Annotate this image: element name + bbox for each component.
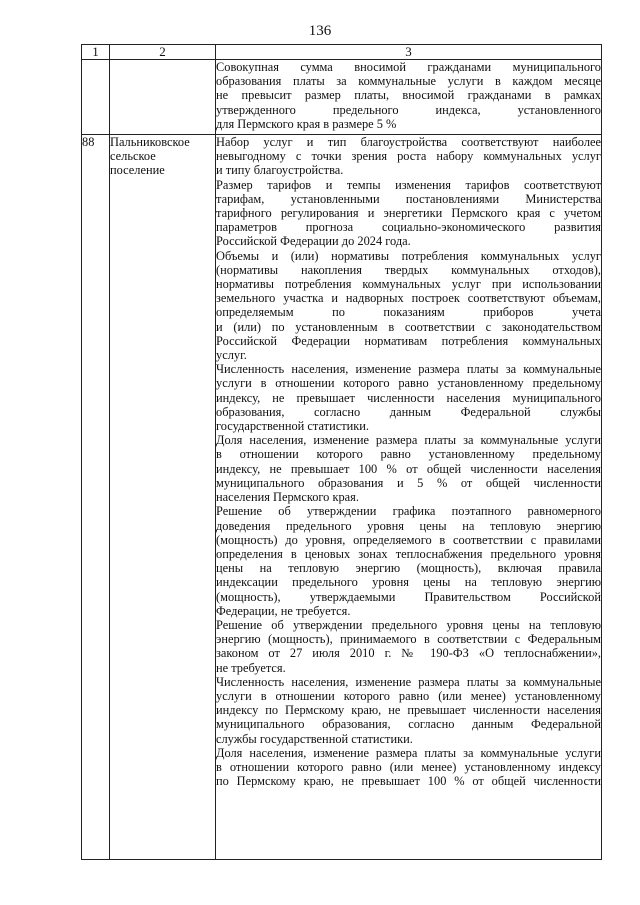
column-header: 3 <box>216 45 602 60</box>
text-line: и типу благоустройства. <box>216 163 344 178</box>
text-line: для Пермского края в размере 5 % <box>216 116 397 131</box>
continuation-row <box>82 60 602 135</box>
text-line: муниципального образования и 5 % от общей численности <box>216 475 601 490</box>
condition-paragraph <box>216 362 601 433</box>
text-line: законом от 27 июля 2010 г. № 190-ФЗ «О теплоснабжении», <box>216 646 601 661</box>
text-line: государственной статистики. <box>216 419 369 434</box>
text-line: энергию (мощность), принимаемого в соответствии с Федеральным <box>216 632 601 647</box>
text-line: услуги в отношении которого равно (или менее) установленному <box>216 688 601 703</box>
text-line: невыгодному с точки зрения роста набору коммунальных услуг <box>216 149 601 164</box>
settlement-name-line: поселение <box>110 163 165 178</box>
condition-paragraph <box>216 178 601 249</box>
regulation-table <box>81 44 602 860</box>
continuation-cell <box>216 60 602 135</box>
condition-paragraph <box>216 433 601 504</box>
text-line: индексу, не превышает численности населения муниципального <box>216 390 601 405</box>
text-line: Численность населения, изменение размера платы за коммунальные <box>216 362 601 377</box>
text-line: и (или) по установленным в соответствии с законодательством <box>216 319 601 334</box>
text-line: Доля населения, изменение размера платы за коммунальные услуги <box>216 433 601 448</box>
text-line: (нормативы накопления твердых коммунальных отходов), <box>216 262 601 277</box>
column-header: 2 <box>110 45 216 60</box>
text-line: индексу по Пермскому краю, не превышает численности населения <box>216 703 601 718</box>
condition-paragraph <box>216 618 601 675</box>
text-line: Набор услуг и тип благоустройства соответствуют наиболее <box>216 135 601 150</box>
text-line: услуг. <box>216 348 247 363</box>
text-line: цены на тепловую энергию (мощность), включая правила <box>216 561 601 576</box>
settlement-name-line: Пальниковское <box>110 135 190 150</box>
text-line: образования платы за коммунальные услуги в каждом месяце <box>216 74 601 89</box>
text-line: определяемым по показаниям приборов учета <box>216 305 601 320</box>
text-line: Российской Федерации нормативам потребления коммунальных <box>216 333 601 348</box>
text-line: (мощность), утверждаемыми Правительством Российской <box>216 589 601 604</box>
text-line: Объемы и (или) нормативы потребления коммунальных услуг <box>216 248 601 263</box>
text-line: не требуется. <box>216 660 286 675</box>
text-line: утвержденного предельного индекса, установленного <box>216 102 601 117</box>
condition-paragraph <box>216 135 601 178</box>
empty-number-cell <box>82 60 110 135</box>
text-line: Численность населения, изменение размера платы за коммунальные <box>216 674 601 689</box>
text-line: Размер тарифов и темпы изменения тарифов соответствуют <box>216 177 601 192</box>
text-line: Решение об утверждении графика поэтапного равномерного <box>216 504 601 519</box>
column-header: 1 <box>82 45 110 60</box>
text-line: Доля населения, изменение размера платы за коммунальные услуги <box>216 745 601 760</box>
settlement-name <box>110 135 216 860</box>
text-line: службы государственной статистики. <box>216 731 413 746</box>
conditions-cell <box>216 135 602 860</box>
text-line: в отношении которого равно установленному предельному <box>216 447 601 462</box>
text-line: Российской Федерации до 2024 года. <box>216 234 411 249</box>
text-line: муниципального образования, согласно данным Федеральной <box>216 717 601 732</box>
condition-paragraph <box>216 746 601 789</box>
text-line: (мощность) до уровня, определяемого в соответствии с правилами <box>216 532 601 547</box>
condition-paragraph <box>216 675 601 746</box>
text-line: определения в ценовых зонах теплоснабжения предельного уровня <box>216 546 601 561</box>
text-line: Решение об утверждении предельного уровня цены на тепловую <box>216 617 601 632</box>
text-line: параметров прогноза социально-экономического развития <box>216 220 601 235</box>
text-line: населения Пермского края. <box>216 490 359 505</box>
text-line: тарифам, установленными постановлениями Министерства <box>216 191 601 206</box>
text-line: в отношении которого равно (или менее) установленному индексу <box>216 759 601 774</box>
condition-paragraph <box>216 249 601 363</box>
empty-settlement-cell <box>110 60 216 135</box>
text-line: индексу, не превышает 100 % от общей численности населения <box>216 461 601 476</box>
text-line: доведения предельного уровня цены на тепловую энергию <box>216 518 601 533</box>
page-number: 136 <box>308 23 332 39</box>
table-header-row <box>82 45 602 60</box>
text-line: земельного участка и надворных построек соответствуют объемам, <box>216 291 601 306</box>
text-line: Федерации, не требуется. <box>216 603 351 618</box>
text-line: Совокупная сумма вносимой гражданами муниципального <box>216 60 601 74</box>
text-line: не превысит размер платы, вносимой гражданами в рамках <box>216 88 601 103</box>
text-line: нормативы потребления коммунальных услуг при использовании <box>216 277 601 292</box>
text-line: по Пермскому краю, не превышает 100 % от общей численности <box>216 774 601 789</box>
settlement-name-line: сельское <box>110 149 156 164</box>
conditions-paragraphs <box>216 135 601 788</box>
text-line: индексации предельного уровня цены на тепловую энергию <box>216 575 601 590</box>
condition-paragraph <box>216 504 601 618</box>
text-line: образования, согласно данным Федеральной службы <box>216 404 601 419</box>
continuation-paragraph <box>216 60 601 131</box>
text-line: тарифного регулирования и энергетики Пермского края с учетом <box>216 206 601 221</box>
text-line: услуги в отношении которого равно установленному предельному <box>216 376 601 391</box>
row-number: 88 <box>82 135 110 860</box>
table-row <box>82 135 602 860</box>
